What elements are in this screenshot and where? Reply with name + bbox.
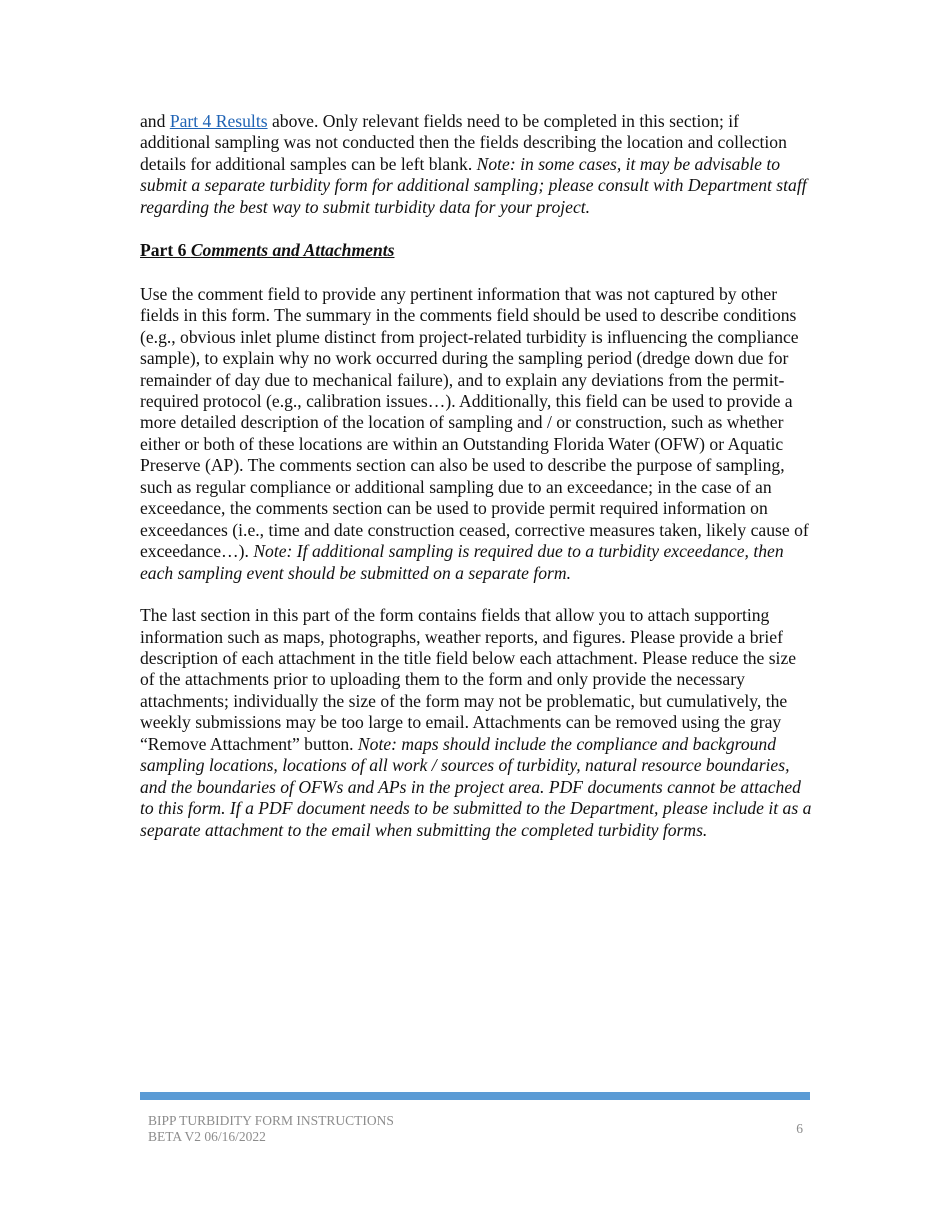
page-footer — [148, 1113, 803, 1145]
footer-line-2: BETA V2 06/16/2022 — [148, 1129, 266, 1144]
heading-title: Comments and Attachments — [190, 240, 395, 261]
paragraph-attachments — [140, 605, 812, 841]
footer-title-block — [148, 1113, 394, 1145]
page-number: 6 — [796, 1121, 803, 1136]
document-page — [140, 111, 812, 841]
footer-divider-bar — [140, 1092, 810, 1100]
section-heading-part-6 — [140, 240, 812, 261]
footer-line-1: BIPP TURBIDITY FORM INSTRUCTIONS — [148, 1113, 394, 1128]
para3-text: The last section in this part of the form contains fields that allow you to attach supporting information such as maps, photographs, weather reports, and figures. Please provide a brief description of each attachment in the title field below each attachment. Please reduce the size of the attachments prior to uploading them to the form and only provide the necessary attachments; individually the size of the form may not be problematic, but cumulatively, the weekly submissions may be too large to email. Attachments can be removed using the gray “Remove Attachment” button. — [140, 605, 797, 754]
para1-lead: and — [140, 111, 170, 131]
para1-note: Note: in some cases, it may be advisable to submit a separate turbidity form for additional sampling; please consult with Department staff regarding the best way to submit turbidity data for your project. — [140, 153, 807, 217]
paragraph-comments — [140, 284, 812, 584]
para3-note: Note: maps should include the compliance and background sampling locations, locations of all work / sources of turbidity, natural resource boundaries, and the boundaries of OFWs and APs in the project area. PDF documents cannot be attached to this form. If a PDF document needs to be submitted to the Department, please include it as a separate attachment to the email when submitting the completed turbidity forms. — [140, 733, 812, 840]
part-4-results-link[interactable]: Part 4 Results — [169, 111, 268, 131]
paragraph-additional-sampling — [140, 111, 812, 218]
para2-text: Use the comment field to provide any pertinent information that was not captured by other fields in this form. The summary in the comments field should be used to describe conditions (e.g., obvious inlet plume distinct from project-related turbidity is influencing the compliance sample), to explain why no work occurred during the sampling period (dredge down due for remainder of day due to mechanical failure), and to explain any deviations from the permit-required protocol (e.g., calibration issues…). Additionally, this field can be used to provide a more detailed description of the location of sampling and / or construction, such as whether either or both of these locations are within an Outstanding Florida Water (OFW) or Aquatic Preserve (AP). The comments section can also be used to describe the purpose of sampling, such as regular compliance or additional sampling due to an exceedance; in the case of an exceedance, the comments section can be used to provide permit required information on exceedances (i.e., time and date construction ceased, corrective measures taken, likely cause of exceedance…). — [140, 283, 809, 562]
para1-text: above. Only relevant fields need to be completed in this section; if additional sampling was not conducted then the fields describing the location and collection details for additional samples can be left blank. — [140, 111, 787, 174]
para2-note: Note: If additional sampling is required due to a turbidity exceedance, then each sampling event should be submitted on a separate form. — [140, 541, 784, 583]
heading-part-label: Part 6 — [140, 240, 191, 261]
